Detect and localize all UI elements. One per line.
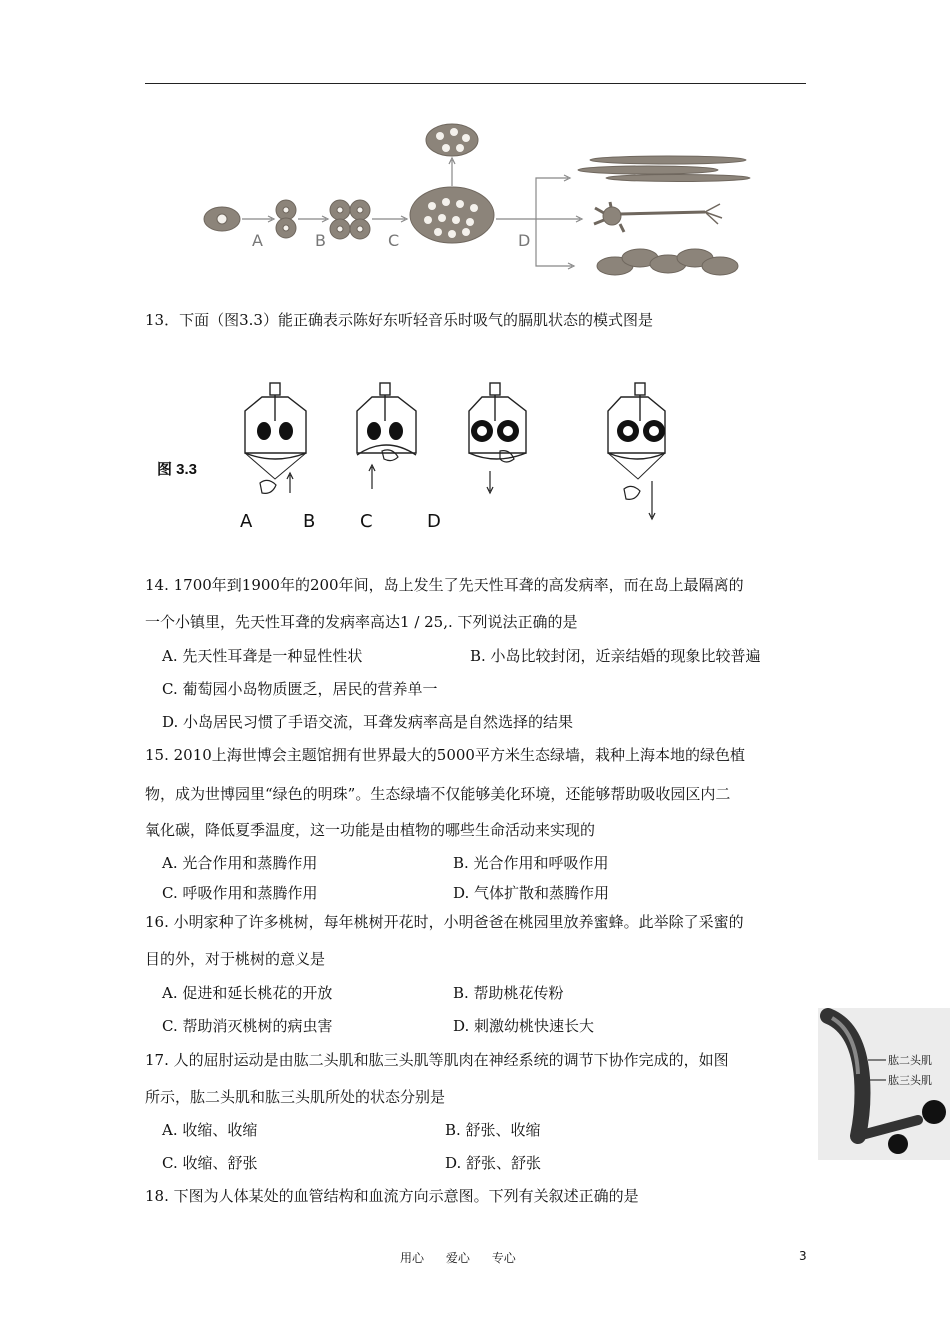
q14-line2: 一个小镇里，先天性耳聋的发病率高达1 / 25,. 下列说法正确的是: [145, 613, 578, 631]
cell-label-c: C: [388, 231, 400, 250]
q15-option-b: B. 光合作用和呼吸作用: [453, 854, 609, 872]
footer-item-1: 用心: [400, 1251, 425, 1265]
q17-option-a: A. 收缩、收缩: [162, 1121, 258, 1139]
q17-line1: 17. 人的屈肘运动是由肱二头肌和肱三头肌等肌肉在神经系统的调节下协作完成的，如图: [145, 1051, 729, 1069]
q15-option-a: A. 光合作用和蒸腾作用: [162, 854, 318, 872]
header-rule: [145, 83, 806, 84]
bell-jar-a: [245, 383, 306, 479]
epithelial-tissue: [597, 249, 738, 275]
jar-label-b: B: [303, 511, 316, 532]
q15-line1: 15. 2010上海世博会主题馆拥有世界最大的5000平方米生态绿墙，栽种上海本地的绿色植: [145, 746, 745, 764]
cell-label-d: D: [518, 231, 531, 250]
jar-label-c: C: [360, 511, 373, 532]
q14-line1: 14. 1700年到1900年的200年间，岛上发生了先天性耳聋的高发病率，而在岛上最隔离的: [145, 576, 744, 594]
arm-muscle-figure: [818, 1008, 950, 1160]
q15-option-c: C. 呼吸作用和蒸腾作用: [162, 884, 318, 902]
q16-option-c: C. 帮助消灭桃树的病虫害: [162, 1017, 333, 1035]
q16-option-d: D. 刺激幼桃快速长大: [453, 1017, 595, 1035]
muscle-tissue: [578, 156, 750, 182]
q17-option-c: C. 收缩、舒张: [162, 1154, 258, 1172]
q17-line2: 所示，肱二头肌和肱三头肌所处的状态分别是: [145, 1088, 446, 1106]
two-cells: [276, 200, 296, 238]
ball-icon-2: [888, 1134, 908, 1154]
footer-item-3: 专心: [491, 1251, 516, 1265]
page-number: 3: [799, 1249, 807, 1263]
cell-division-figure: [200, 118, 755, 283]
neuron: [594, 202, 722, 232]
q15-line2: 物，成为世博园里“绿色的明珠”。生态绿墙不仅能够美化环境，还能够帮助吸收园区内二: [145, 785, 731, 803]
q14-option-d: D. 小岛居民习惯了手语交流，耳聋发病率高是自然选择的结果: [162, 713, 574, 731]
cell-label-a: A: [252, 231, 263, 250]
figure-title: 图 3.3: [157, 461, 198, 478]
four-cells: [330, 200, 370, 239]
q13-stem: 13．下面（图3.3）能正确表示陈好东听轻音乐时吸气的膈肌状态的模式图是: [145, 311, 653, 329]
cell-label-b: B: [315, 231, 326, 250]
q16-line1: 16. 小明家种了许多桃树，每年桃树开花时，小明爸爸在桃园里放养蜜蜂。此举除了采蜜的: [145, 913, 744, 931]
bell-jar-b: [357, 383, 416, 455]
ball-icon: [922, 1100, 946, 1124]
q17-option-b: B. 舒张、收缩: [445, 1121, 541, 1139]
q14-option-b: B. 小岛比较封闭，近亲结婚的现象比较普遍: [470, 647, 761, 665]
q16-option-a: A. 促进和延长桃花的开放: [162, 984, 333, 1002]
jar-label-d: D: [427, 511, 441, 532]
q16-line2: 目的外，对于桃树的意义是: [145, 950, 326, 968]
footer: [400, 1249, 534, 1266]
q15-line3: 氧化碳，降低夏季温度，这一功能是由植物的哪些生命活动来实现的: [145, 821, 596, 839]
jar-label-a: A: [240, 511, 253, 532]
q16-option-b: B. 帮助桃花传粉: [453, 984, 564, 1002]
q14-option-a: A. 先天性耳聋是一种显性性状: [162, 647, 363, 665]
q17-option-d: D. 舒张、舒张: [445, 1154, 542, 1172]
q15-option-d: D. 气体扩散和蒸腾作用: [453, 884, 610, 902]
triceps-label: 肱三头肌: [888, 1074, 932, 1087]
footer-item-2: 爱心: [445, 1251, 470, 1265]
q18-line1: 18. 下图为人体某处的血管结构和血流方向示意图。下列有关叙述正确的是: [145, 1187, 639, 1205]
biceps-label: 肱二头肌: [888, 1054, 932, 1067]
bell-jar-figure: [150, 375, 670, 535]
q14-option-c: C. 葡萄园小岛物质匮乏，居民的营养单一: [162, 680, 438, 698]
